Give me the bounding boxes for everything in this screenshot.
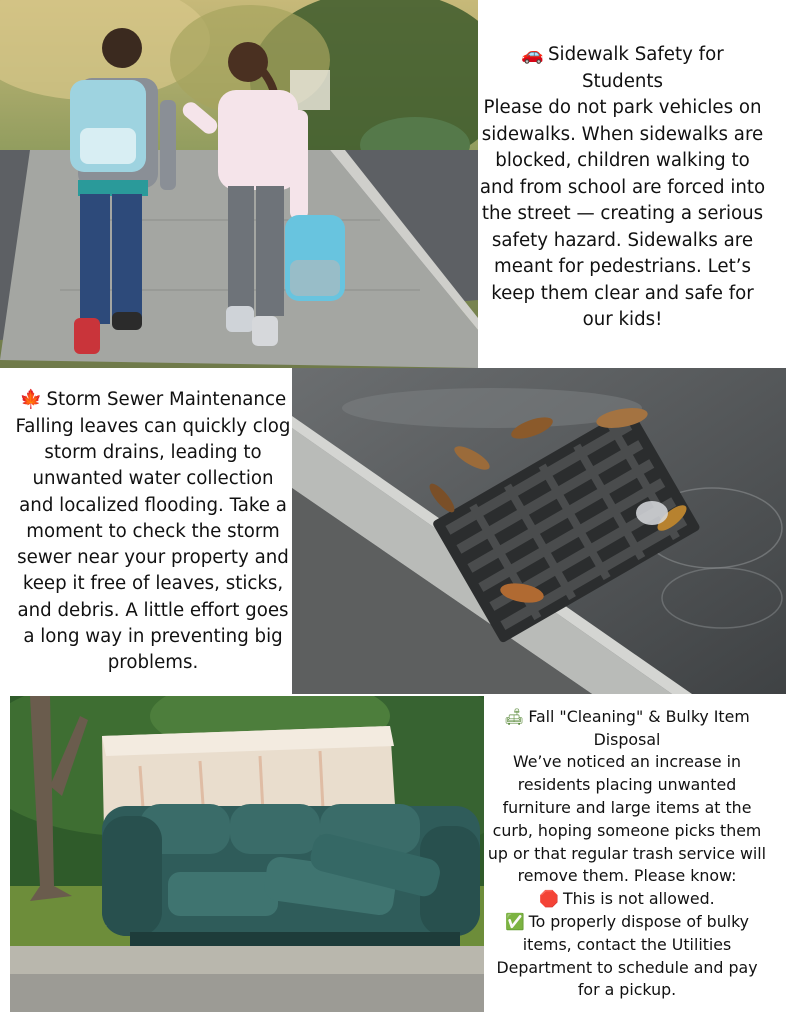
not-allowed-item (484, 888, 770, 911)
proper-disposal-item (484, 911, 770, 1002)
storm-sewer-section (14, 373, 292, 691)
children-walking-illustration (0, 0, 478, 368)
sidewalk-safety-title: Sidewalk Safety for Students (547, 44, 724, 92)
proper-disposal-text: To properly dispose of bulky items, contact the Utilities Department to schedule and pay for a pickup. (496, 912, 758, 1000)
storm-sewer-title: Storm Sewer Maintenance (46, 389, 287, 411)
bulky-item-title: Fall "Cleaning" & Bulky Item Disposal (528, 706, 750, 749)
couch-at-curb-illustration (10, 696, 484, 1012)
sidewalk-safety-heading (478, 42, 767, 95)
bulky-item-list (484, 888, 770, 1002)
bulky-item-section (484, 706, 770, 1002)
bulky-item-heading (484, 706, 770, 752)
not-allowed-text: This is not allowed. (563, 889, 715, 909)
stop-sign-icon: 🛑 (539, 889, 559, 909)
sidewalk-safety-body: Please do not park vehicles on sidewalks. When sidewalks are blocked, children walking to and from school are forced into the street — creating a serious safety hazard. Sidewalks are meant for pedestrians. Let’s keep them clear and safe for our kids! (479, 97, 766, 331)
couch-icon: 🛋 (504, 706, 525, 726)
storm-drain-photo (292, 368, 786, 694)
sidewalk-safety-section (478, 38, 767, 338)
storm-sewer-heading (20, 387, 286, 413)
storm-drain-illustration (292, 368, 786, 694)
maple-leaf-icon: 🍁 (19, 389, 43, 411)
children-walking-photo (0, 0, 478, 368)
storm-sewer-body: Falling leaves can quickly clog storm drains, leading to unwanted water collection and localized flooding. Take a moment to check the storm sewer near your property and keep it free of leaves, sticks, and debris. A little effort goes a long way in preventing big problems. (15, 415, 291, 674)
car-icon: 🚗 (521, 44, 544, 66)
check-mark-icon: ✅ (504, 912, 525, 931)
couch-at-curb-photo (10, 696, 484, 1012)
bulky-item-body: We’ve noticed an increase in residents placing unwanted furniture and large items at the curb, hoping someone picks them up or that regular trash service will remove them. Please know: (487, 752, 767, 886)
